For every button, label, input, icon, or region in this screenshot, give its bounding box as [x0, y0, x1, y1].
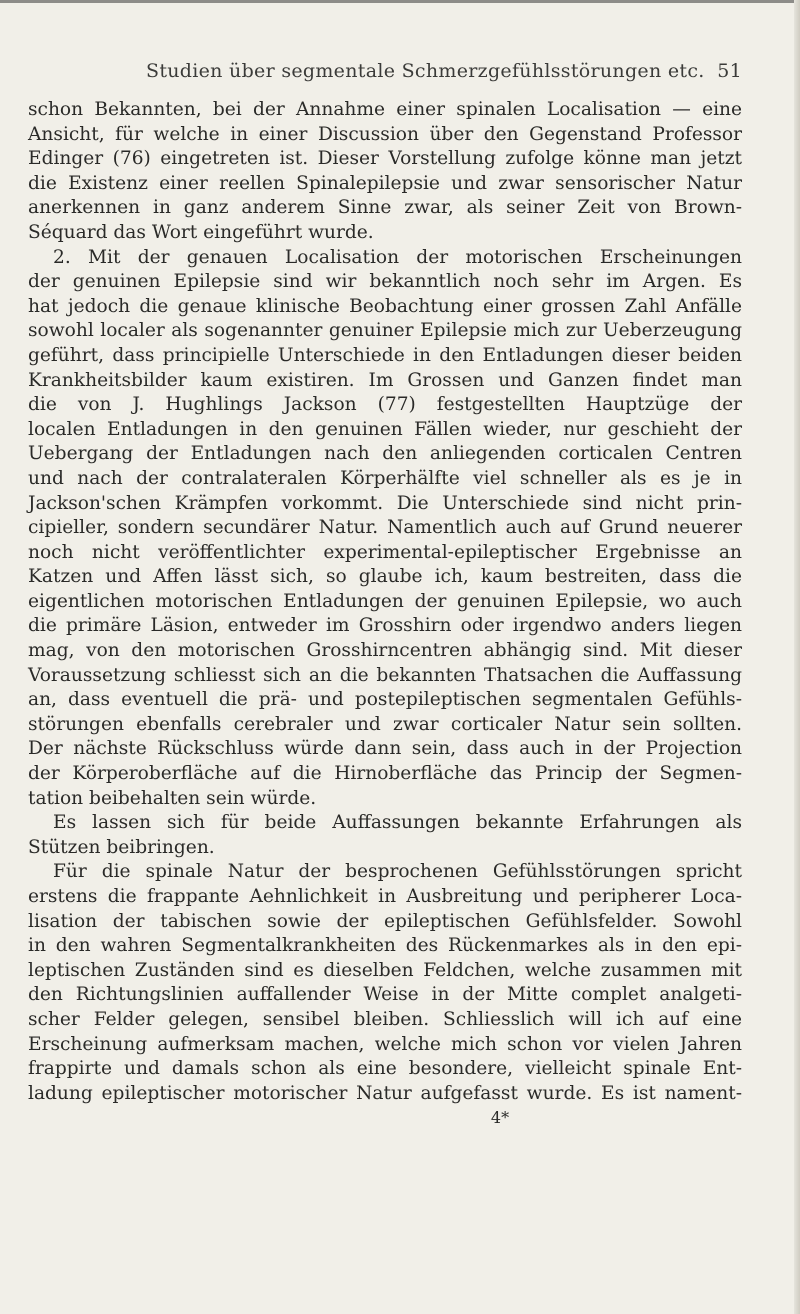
text-line: scher Felder gelegen, sensibel bleiben. Schliesslich will ich auf eine: [28, 1008, 742, 1030]
body-text: [28, 98, 742, 1131]
text-line: anerkennen in ganz anderem Sinne zwar, als seiner Zeit von Brown-: [28, 197, 742, 219]
text-line: Séquard das Wort eingeführt wurde.: [28, 221, 374, 243]
text-line: eigentlichen motorischen Entladungen der genuinen Epilepsie, wo auch: [28, 590, 742, 612]
text-line: den Richtungslinien auffallender Weise in der Mitte complet analgeti-: [28, 984, 742, 1006]
text-line: störungen ebenfalls cerebraler und zwar corticaler Natur sein sollten.: [28, 713, 742, 735]
text-line: Edinger (76) eingetreten ist. Dieser Vorstellung zufolge könne man jetzt: [28, 148, 742, 170]
text-line: ladung epileptischer motorischer Natur aufgefasst wurde. Es ist nament-: [28, 1082, 742, 1104]
text-line: Der nächste Rückschluss würde dann sein, dass auch in der Projection: [28, 738, 742, 760]
text-line: Krankheitsbilder kaum existiren. Im Grossen und Ganzen findet man: [28, 369, 742, 391]
running-head: [146, 60, 742, 86]
text-line: Erscheinung aufmerksam machen, welche mich schon vor vielen Jahren: [28, 1033, 742, 1055]
text-line: lisation der tabischen sowie der epileptischen Gefühlsfelder. Sowohl: [28, 910, 742, 932]
text-line: der genuinen Epilepsie sind wir bekanntlich noch sehr im Argen. Es: [28, 271, 742, 293]
text-line: Voraussetzung schliesst sich an die bekannten Thatsachen die Auffassung: [28, 664, 742, 686]
text-line: an, dass eventuell die prä- und postepileptischen segmentalen Gefühls-: [28, 689, 742, 711]
running-head-title: Studien über segmentale Schmerzgefühlsstörungen etc.: [146, 60, 705, 82]
text-line: leptischen Zuständen sind es dieselben Feldchen, welche zusammen mit: [28, 959, 742, 981]
signature-mark: 4*: [490, 1108, 510, 1128]
text-line: tation beibehalten sein würde.: [28, 787, 317, 809]
text-line: die Existenz einer reellen Spinalepilepsie und zwar sensorischer Natur: [28, 172, 742, 194]
text-line: Stützen beibringen.: [28, 836, 215, 858]
text-line: cipieller, sondern secundärer Natur. Namentlich auch auf Grund neuerer: [28, 517, 742, 539]
text-line: frappirte und damals schon als eine besondere, vielleicht spinale Ent-: [28, 1058, 742, 1080]
text-line: geführt, dass principielle Unterschiede in den Entladungen dieser beiden: [28, 344, 742, 366]
scan-right-edge: [794, 0, 800, 1314]
page-number: 51: [717, 60, 742, 82]
text-line: 2. Mit der genauen Localisation der motorischen Erscheinungen: [53, 246, 742, 268]
text-line: noch nicht veröffentlichter experimental-epileptischer Ergebnisse an: [28, 541, 742, 563]
text-line: erstens die frappante Aehnlichkeit in Ausbreitung und peripherer Loca-: [28, 886, 742, 907]
text-line: Uebergang der Entladungen nach den anliegenden corticalen Centren: [28, 443, 742, 465]
scan-top-edge: [0, 0, 800, 3]
text-line: die von J. Hughlings Jackson (77) festgestellten Hauptzüge der: [28, 394, 742, 416]
text-line: localen Entladungen in den genuinen Fällen wieder, nur geschieht der: [28, 418, 742, 440]
text-line: Für die spinale Natur der besprochenen Gefühlsstörungen spricht: [53, 861, 742, 883]
text-line: schon Bekannten, bei der Annahme einer spinalen Localisation — eine: [28, 99, 742, 120]
text-line: die primäre Läsion, entweder im Grosshirn oder irgendwo anders liegen: [28, 615, 742, 637]
text-line: der Körperoberfläche auf die Hirnoberfläche das Princip der Segmen-: [28, 763, 742, 785]
text-line: sowohl localer als sogenannter genuiner Epilepsie mich zur Ueberzeugung: [28, 320, 742, 342]
text-line: hat jedoch die genaue klinische Beobachtung einer grossen Zahl Anfälle: [28, 295, 742, 317]
text-line: Jackson'schen Krämpfen vorkommt. Die Unterschiede sind nicht prin-: [28, 492, 742, 514]
text-line: Es lassen sich für beide Auffassungen bekannte Erfahrungen als: [53, 812, 742, 834]
text-line: in den wahren Segmentalkrankheiten des Rückenmarkes als in den epi-: [28, 935, 742, 957]
text-line: Katzen und Affen lässt sich, so glaube ich, kaum bestreiten, dass die: [28, 566, 742, 588]
text-line: und nach der contralateralen Körperhälfte viel schneller als es je in: [28, 467, 742, 489]
text-line: Ansicht, für welche in einer Discussion über den Gegenstand Professor: [28, 123, 742, 145]
text-line: mag, von den motorischen Grosshirncentren abhängig sind. Mit dieser: [28, 640, 742, 662]
